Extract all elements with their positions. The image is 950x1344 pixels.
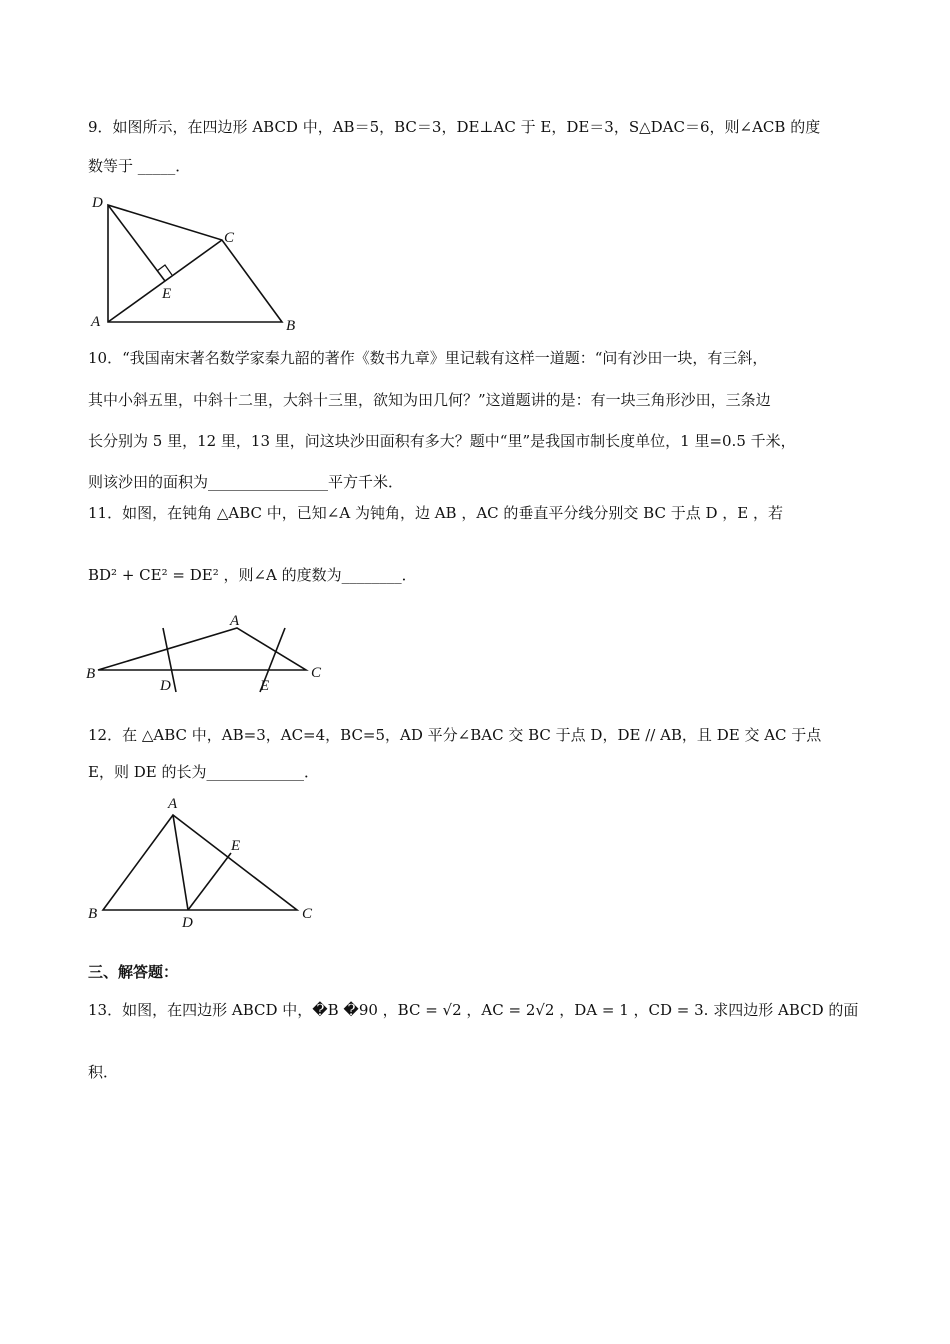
q11-figure <box>86 613 322 694</box>
q9-label-e: E <box>162 286 172 302</box>
q10-text-line2: 其中小斜五里，中斜十二里，大斜十三里，欲知为田几何？”这道题讲的是：有一块三角形沙田，三条边 <box>88 391 771 409</box>
q9-label-b: B <box>286 318 296 334</box>
q9-label-d: D <box>92 195 103 211</box>
q12-label-c: C <box>302 906 313 922</box>
q11-text-line1: 11．如图，在钝角 △ABC 中，已知∠A 为钝角，边 AB ，AC 的垂直平分线分别交 BC 于点 D ，E ，若 <box>88 504 784 522</box>
q9-label-a: A <box>91 314 101 330</box>
q12-label-b: B <box>88 906 98 922</box>
q9-label-c: C <box>224 230 235 246</box>
q10-text-line3: 长分别为 5 里，12 里，13 里，问这块沙田面积有多大？题中“里”是我国市制长度单位，1 里=0.5 千米， <box>88 432 796 450</box>
q11-label-b: B <box>86 666 96 682</box>
q12-label-e: E <box>231 838 241 854</box>
q12-label-d: D <box>182 915 193 931</box>
q12-figure <box>88 796 313 931</box>
q10-text-line4: 则该沙田的面积为________________平方千米． <box>88 473 404 491</box>
q9-text-line2: 数等于 _____． <box>88 157 191 175</box>
q12-text-line1: 12．在 △ABC 中，AB=3，AC=4，BC=5，AD 平分∠BAC 交 BC 于点 D，DE // AB，且 DE 交 AC 于点 <box>88 726 822 744</box>
q9-figure <box>90 195 295 334</box>
q13-text-line1: 13．如图，在四边形 ABCD 中，�B �90 ，BC = √2 ，AC = 2√2 ，DA = 1 ，CD = 3. 求四边形 ABCD 的面 <box>88 1001 859 1019</box>
q10-text-line1: 10．“我国南宋著名数学家秦九韶的著作《数书九章》里记载有这样一道题：“问有沙田一块，有三斜， <box>88 349 768 367</box>
q11-label-a: A <box>230 613 240 629</box>
q11-text-line2: BD² + CE² = DE² ，则∠A 的度数为________． <box>88 566 417 584</box>
q11-label-d: D <box>160 678 171 694</box>
q11-label-c: C <box>311 665 322 681</box>
q13-text-line2: 积． <box>88 1063 119 1081</box>
q12-text-line2: E，则 DE 的长为_____________． <box>88 763 319 781</box>
q11-label-e: E <box>260 678 270 694</box>
q12-label-a: A <box>168 796 178 812</box>
q9-text-line1: 9．如图所示，在四边形 ABCD 中，AB＝5，BC＝3，DE⊥AC 于 E，DE＝3，S△DAC＝6，则∠ACB 的度 <box>88 118 821 136</box>
section-heading: 三、解答题： <box>88 963 179 981</box>
